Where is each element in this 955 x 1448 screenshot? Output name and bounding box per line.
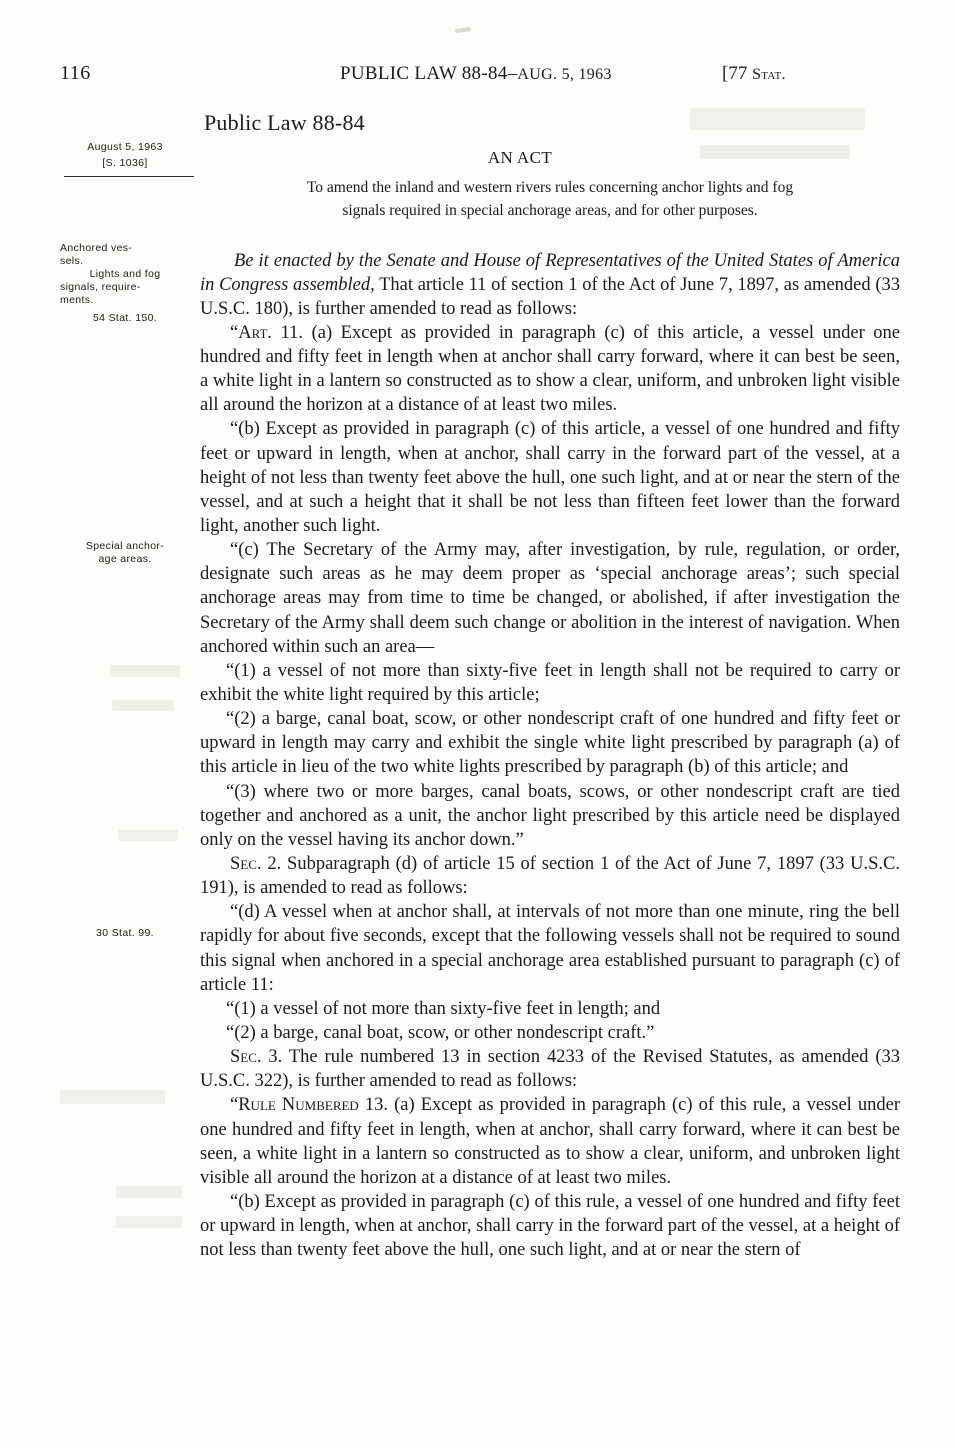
margin-note-54-stat-150: 54 Stat. 150. [92,312,158,324]
running-head-center [340,63,612,85]
article-11-paragraph-a: “Art. 11. (a) Except as provided in paragraph (c) of this article, a vessel under one hundred and fifty feet in length when at anchor shall carry forward, where it can best be seen, a white light in a lantern so constructed as to show a clear, uniform, and unbroken light visible all around the horizon at a distance of at least two miles. [200,322,900,416]
enacting-clause-italic: Be it enacted by the Senate and House of Representatives of the United States of America in Congress assembled, [200,250,900,295]
margin-note-anchored-vessels-2: sels. [60,255,84,267]
running-head-date: AUG. 5, 1963 [517,66,612,83]
section-2-d-clause-1: “(1) a vessel of not more than sixty-five feet in length; and [226,998,661,1019]
section-2-paragraph-d: “(d) A vessel when at anchor shall, at intervals of not more than one minute, ring the bell rapidly for about five seconds, except that the following vessels shall not be required to sound this signal when anchored in a special anchorage area established pursuant to paragraph (c) of article 11: [200,902,900,995]
margin-rule-line [64,176,194,177]
section-3: Sec. 3. The rule numbered 13 in section 4233 of the Revised Statutes, as amended (33 U.S.C. 322), is further amended to read as follows: [200,1047,900,1092]
scan-ghost [112,700,174,711]
volume-bracket: [77 [722,63,753,84]
rule-13-paragraph-b: “(b) Except as provided in paragraph (c) of this rule, a vessel of one hundred and fifty feet or upward in length, when at anchor, shall carry in the forward part of the vessel, at a height of not less than twenty feet above the hull, one such light, and at or near the stern of [200,1191,900,1261]
margin-note-special-anchorage-1: Special anchor- [85,540,165,552]
article-11-c-clause-2: “(2) a barge, canal boat, scow, or other nondescript craft of one hundred and fifty feet or upward in length may carry and exhibit the single white light prescribed by paragraph (a) of this article in lieu of the two white lights prescribed by paragraph (b) of this article; and [200,709,900,778]
rule-13-paragraph-a: “Rule Numbered 13. (a) Except as provided in paragraph (c) of this rule, a vessel under one hundred and fifty feet in length, when at anchor, shall carry forward, where it can best be seen, a white light in a lantern so constructed as to show a clear, uniform, and unbroken light visible all around the horizon at a distance of at least two miles. [200,1095,901,1188]
page-number: 116 [60,62,91,84]
scan-ghost [118,830,178,841]
article-11-paragraph-b: “(b) Except as provided in paragraph (c) of this article, a vessel of one hundred and fifty feet or upward in length, when at anchor, shall carry in the forward part of the vessel, at a height of not less than twenty feet above the hull, one such light, and at or near the stern of the vessel, and at such a height that it shall be not less than fifteen feet lower than the forward light, another such light. [200,419,900,537]
margin-note-lights-fog-2: signals, require- [60,281,141,293]
running-head-dash: – [507,63,518,84]
scan-smudge [455,27,471,33]
public-law-heading: Public Law 88-84 [204,110,365,135]
margin-note-anchored-vessels-1: Anchored ves- [60,242,133,254]
scan-ghost [116,1186,182,1198]
stat-label: Stat. [752,66,786,83]
running-head-right [722,63,786,85]
scan-ghost [110,665,180,677]
running-head-law: PUBLIC LAW 88-84 [340,63,508,84]
act-title-line-1: To amend the inland and western rivers rules concerning anchor lights and fog [306,179,794,196]
margin-note-bill-no: [S. 1036] [102,157,148,169]
margin-note-lights-fog-1: Lights and fog [89,268,161,280]
main-text-column [200,110,900,1262]
article-11-c-clause-1: “(1) a vessel of not more than sixty-five feet in length shall not be required to carry or exhibit the white light required by this article; [200,660,900,706]
section-2-d-clause-2: “(2) a barge, canal boat, scow, or other nondescript craft.” [226,1023,655,1043]
margin-note-lights-fog-3: ments. [60,294,94,306]
margin-note-special-anchorage-2: age areas. [98,553,152,565]
article-11-paragraph-c: “(c) The Secretary of the Army may, after investigation, by rule, regulation, or order, designate such areas as he may deem proper as ‘special anchorage areas’; such special anchorage areas may from time to time be changed, or abolished, if after investigation the Secretary of the Army shall deem such change or abolition in the interest of navigation. When anchored within such an area— [200,540,900,657]
scan-ghost [116,1216,182,1228]
running-head [0,62,955,88]
margin-note-date: August 5, 1963 [87,141,163,153]
enacting-clause-rest: That article 11 of section 1 of the Act of June 7, 1897, as amended (33 U.S.C. 180), is further amended to read as follows: [200,274,900,319]
enacting-clause [200,249,900,321]
margin-note-30-stat-99: 30 Stat. 99. [96,927,154,939]
scan-ghost [60,1090,165,1104]
act-title-line-2: signals required in special anchorage areas, and for other purposes. [342,202,758,220]
article-11-c-clause-3: “(3) where two or more barges, canal boats, scows, or other nondescript craft are tied together and anchored as a unit, the anchor light prescribed by this article need be displayed only on the vessel having its anchor down.” [200,781,900,850]
an-act-label: AN ACT [487,148,553,167]
section-2: Sec. 2. Subparagraph (d) of article 15 of section 1 of the Act of June 7, 1897 (33 U.S.C. 191), is amended to read as follows: [200,854,900,899]
act-title [200,176,900,223]
